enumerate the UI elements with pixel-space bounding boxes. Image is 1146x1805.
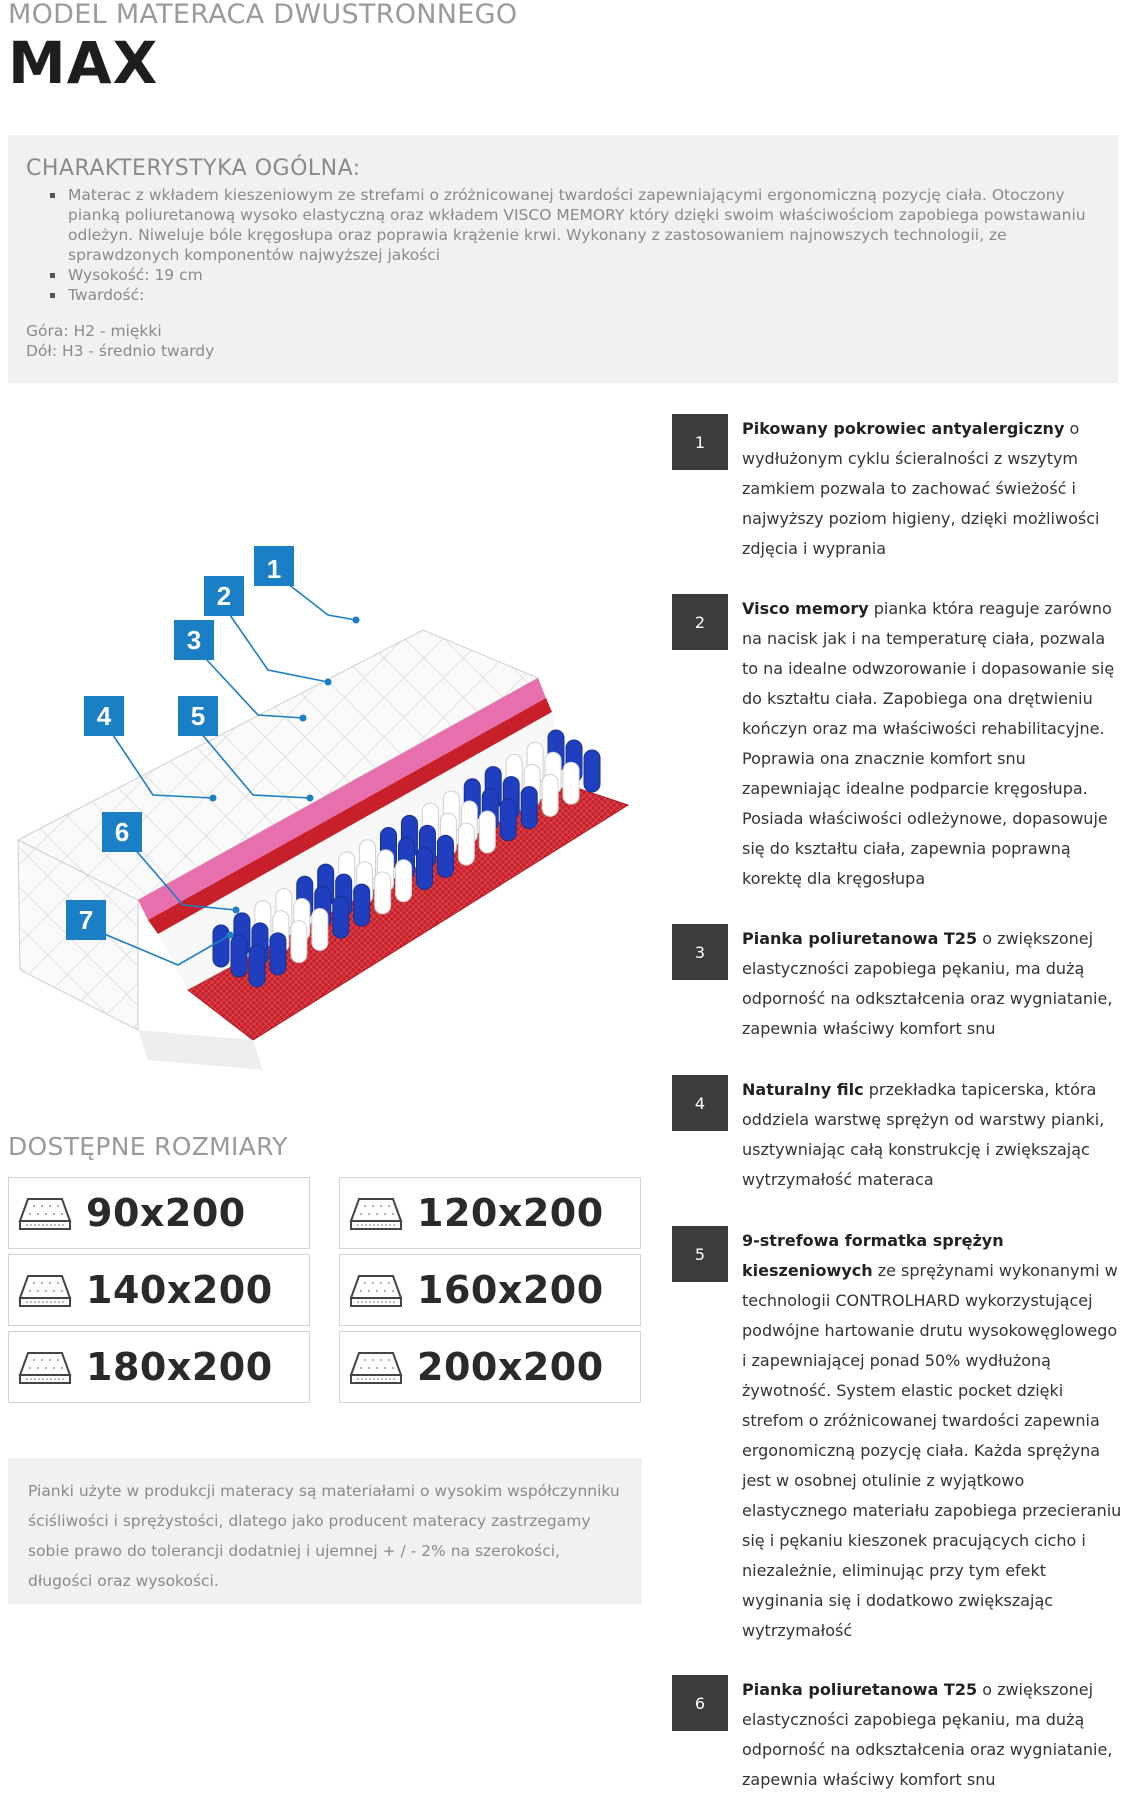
feature-description: o zwiększonej elastyczności zapobiega pękaniu, ma dużą odporność na odkształcenia oraz wygniatanie, zapewnia właściwy komfort snu xyxy=(742,1680,1113,1789)
feature-number: 6 xyxy=(672,1675,728,1731)
mattress-diagram xyxy=(8,400,648,1100)
leader-dot-1 xyxy=(353,617,360,624)
pocket-spring xyxy=(270,933,286,975)
pocket-spring xyxy=(437,835,453,877)
pocket-spring xyxy=(375,872,391,914)
pocket-spring xyxy=(213,925,229,967)
feature-title: Naturalny filc xyxy=(742,1080,864,1099)
characteristics-bullet-description: Materac z wkładem kieszeniowym ze strefami o zróżnicowanej twardości zapewniającymi ergonomiczną pozycję ciała. Otoczony pianką poliuretanową wysoko elastyczną oraz wkładem VISCO MEMORY który dzięki swoim właściwościom zapobiega powstawaniu odleżyn. Niweluje bóle kręgosłupa oraz poprawia krążenie krwi. Wykonany z zastosowaniem najnowszych technologii, ze sprawdzonych komponentów najwyższej jakości xyxy=(48,185,1100,265)
size-option-90x200[interactable] xyxy=(8,1177,310,1249)
pocket-spring xyxy=(291,921,307,963)
marker-label-2: 2 xyxy=(216,581,232,611)
size-label: 180x200 xyxy=(86,1345,273,1389)
feature-number: 4 xyxy=(672,1075,728,1131)
feature-text xyxy=(742,924,1126,1044)
model-title: MAX xyxy=(8,29,159,97)
marker-5 xyxy=(178,696,218,736)
feature-number: 3 xyxy=(672,924,728,980)
size-label: 140x200 xyxy=(86,1268,273,1312)
leader-dot-3 xyxy=(300,715,307,722)
pocket-spring xyxy=(479,811,495,853)
leader-line-2 xyxy=(223,605,328,682)
size-option-140x200[interactable] xyxy=(8,1254,310,1326)
pocket-spring xyxy=(563,762,579,804)
feature-text xyxy=(742,594,1126,894)
feature-text xyxy=(742,1675,1126,1795)
mattress-icon xyxy=(16,1347,74,1387)
leader-dot-6 xyxy=(233,907,240,914)
pocket-spring xyxy=(584,750,600,792)
mattress-icon xyxy=(347,1270,405,1310)
marker-label-1: 1 xyxy=(266,554,282,584)
pocket-spring xyxy=(458,823,474,865)
marker-3 xyxy=(174,620,214,660)
marker-label-6: 6 xyxy=(114,817,130,847)
marker-7 xyxy=(66,900,106,940)
leader-dot-5 xyxy=(307,795,314,802)
mattress-icon xyxy=(347,1347,405,1387)
pocket-spring xyxy=(231,935,247,977)
marker-label-5: 5 xyxy=(190,701,206,731)
pocket-spring xyxy=(396,860,412,902)
feature-number: 2 xyxy=(672,594,728,650)
feature-number: 1 xyxy=(672,414,728,470)
marker-2 xyxy=(204,576,244,616)
leader-dot-7 xyxy=(227,932,234,939)
white-side-base xyxy=(138,1030,263,1070)
mattress-icon xyxy=(16,1193,74,1233)
size-option-160x200[interactable] xyxy=(339,1254,641,1326)
pocket-spring xyxy=(333,896,349,938)
feature-description: o zwiększonej elastyczności zapobiega pękaniu, ma dużą odporność na odkształcenia oraz wygniatanie, zapewnia właściwy komfort snu xyxy=(742,929,1113,1038)
size-label: 160x200 xyxy=(417,1268,604,1312)
leader-dot-2 xyxy=(325,679,332,686)
feature-text xyxy=(742,414,1126,564)
size-label: 120x200 xyxy=(417,1191,604,1235)
mattress-icon xyxy=(16,1270,74,1310)
pocket-spring xyxy=(542,774,558,816)
feature-title: 9-strefowa formatka sprężyn kieszeniowych xyxy=(742,1231,1004,1280)
mattress-icon xyxy=(347,1193,405,1233)
marker-4 xyxy=(84,696,124,736)
characteristics-bullet-height: Wysokość: 19 cm xyxy=(48,265,1100,285)
pocket-spring xyxy=(249,945,265,987)
characteristics-box xyxy=(8,135,1118,383)
feature-text xyxy=(742,1075,1126,1195)
characteristics-bullet-hardness: Twardość: xyxy=(48,285,1100,305)
hardness-bottom: Dół: H3 - średnio twardy xyxy=(26,342,215,360)
pocket-spring xyxy=(312,908,328,950)
pocket-spring xyxy=(417,848,433,890)
leader-dot-4 xyxy=(210,795,217,802)
pocket-spring xyxy=(521,787,537,829)
mattress-cross-section-illustration xyxy=(8,400,648,1100)
feature-text xyxy=(742,1226,1126,1646)
size-label: 200x200 xyxy=(417,1345,604,1389)
size-label: 90x200 xyxy=(86,1191,246,1235)
marker-label-4: 4 xyxy=(96,701,112,731)
size-option-200x200[interactable] xyxy=(339,1331,641,1403)
pocket-spring xyxy=(500,799,516,841)
marker-6 xyxy=(102,812,142,852)
size-option-120x200[interactable] xyxy=(339,1177,641,1249)
characteristics-list xyxy=(48,185,1100,305)
feature-description: ze sprężynami wykonanymi w technologii CONTROLHARD wykorzystującej podwójne hartowanie drutu wysokowęglowego i zapewniającej ponad 50% wydłużoną żywotność. System elastic pocket dzięki strefom o zróżnicowanej twardości zapewnia ergonomiczną pozycję ciała. Każda sprężyna jest w osobnej otulinie z wyjątkowo elastycznego materiału zapobiega przecieraniu się i pękaniu kieszonek pracujących cicho i niezależnie, eliminując przy tym efekt wyginania się i dodatkowo zwiększając wytrzymałość xyxy=(742,1261,1122,1640)
feature-title: Pianka poliuretanowa T25 xyxy=(742,1680,978,1699)
feature-number: 5 xyxy=(672,1226,728,1282)
marker-label-7: 7 xyxy=(78,905,94,935)
marker-1 xyxy=(254,546,294,586)
marker-label-3: 3 xyxy=(186,625,202,655)
pocket-spring xyxy=(354,884,370,926)
feature-title: Pianka poliuretanowa T25 xyxy=(742,929,978,948)
model-subtitle: MODEL MATERACA DWUSTRONNEGO xyxy=(8,0,518,30)
feature-title: Pikowany pokrowiec antyalergiczny xyxy=(742,419,1065,438)
sizes-heading: DOSTĘPNE ROZMIARY xyxy=(8,1132,288,1161)
feature-description: przekładka tapicerska, która oddziela warstwę sprężyn od warstwy pianki, usztywniając całą konstrukcję i zwiększając wytrzymałość materaca xyxy=(742,1080,1105,1189)
size-option-180x200[interactable] xyxy=(8,1331,310,1403)
feature-description: pianka która reaguje zarówno na nacisk jak i na temperaturę ciała, pozwala to na idealne odwzorowanie i dopasowanie się do kształtu ciała. Zapobiega ona drętwieniu kończyn oraz ma właściwości rehabilitacyjne. Poprawia ona znacznie komfort snu zapewniając idealne podparcie kręgosłupa. Posiada właściwości odleżynowe, dopasowuje się do kształtu ciała, zapewnia poprawną korektę dla kręgosłupa xyxy=(742,599,1115,888)
feature-description: o wydłużonym cyklu ścieralności z wszytym zamkiem pozwala to zachować świeżość i najwyższy poziom higieny, dzięki możliwości zdjęcia i wyprania xyxy=(742,419,1100,558)
characteristics-heading: CHARAKTERYSTYKA OGÓLNA: xyxy=(26,156,361,181)
hardness-top: Góra: H2 - miękki xyxy=(26,322,162,340)
feature-title: Visco memory xyxy=(742,599,869,618)
tolerance-note: Pianki użyte w produkcji materacy są materiałami o wysokim współczynniku ściśliwości i sprężystości, dlatego jako producent materacy zastrzegamy sobie prawo do tolerancji dodatniej i ujemnej + / - 2% na szerokości, długości oraz wysokości. xyxy=(8,1458,642,1604)
